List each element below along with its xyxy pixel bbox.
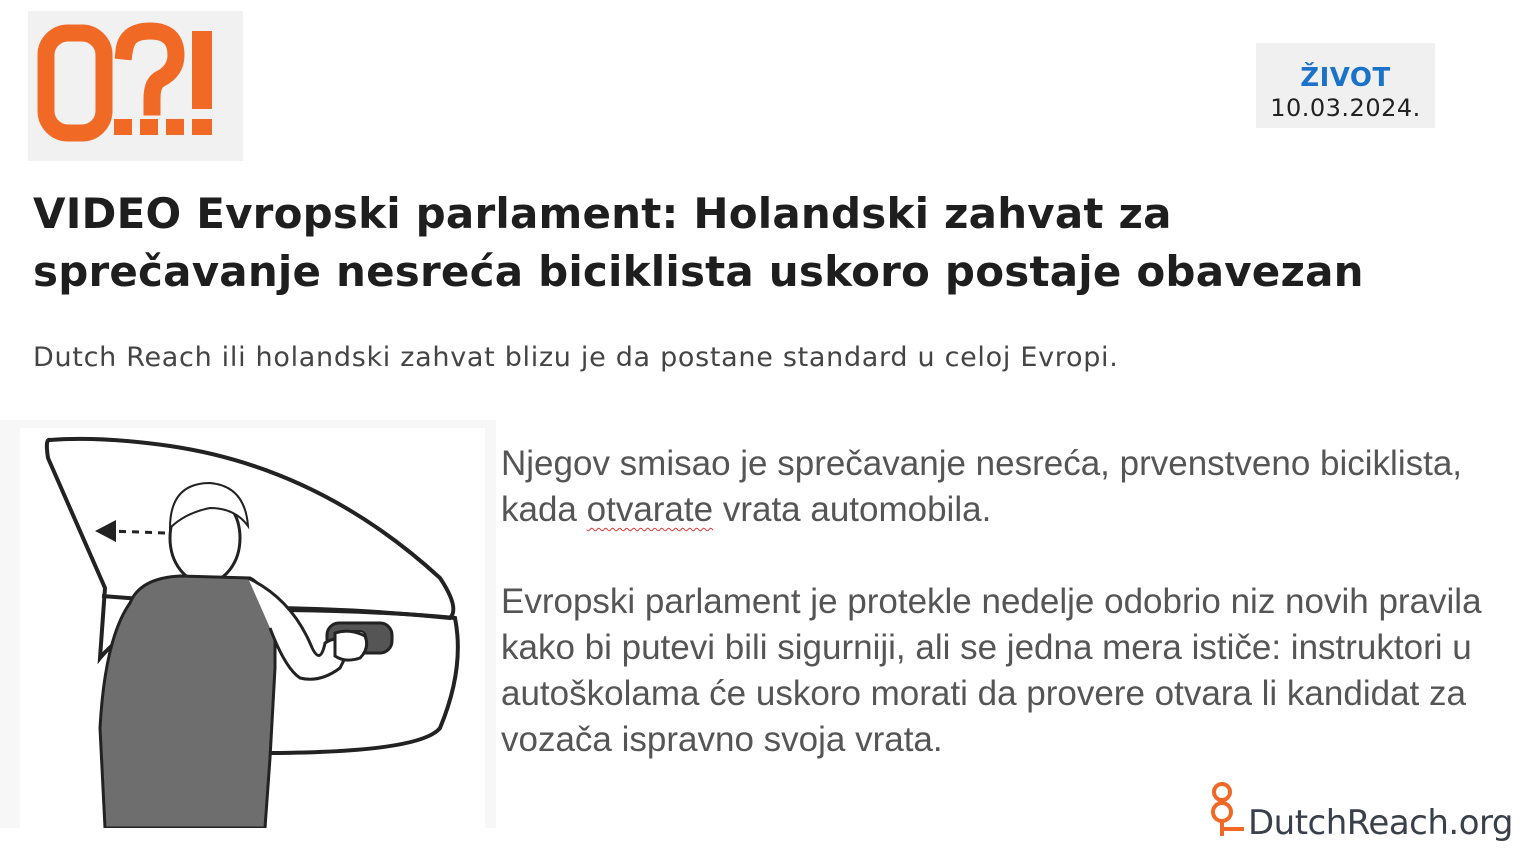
dutchreach-logo[interactable]: [1206, 780, 1513, 850]
paragraph-2: Evropski parlament je protekle nedelje odobrio niz novih pravila kako bi putevi bili sigurniji, ali se jedna mera ističe: instruktori u autoškolama će uskoro morati da provere otvara li kandidat za vozača ispravno svoja vrata.: [501, 582, 1482, 759]
o2-logo-icon: [28, 11, 243, 161]
article-meta: [1256, 43, 1435, 128]
category-link[interactable]: ŽIVOT: [1300, 63, 1391, 93]
article-body: [501, 441, 1501, 763]
site-logo[interactable]: [28, 11, 243, 161]
paragraph-1: [501, 441, 1501, 533]
article-subtitle: Dutch Reach ili holandski zahvat blizu je da postane standard u celoj Evropi.: [33, 342, 1119, 373]
article-image: [0, 420, 496, 828]
article-headline: VIDEO Evropski parlament: Holandski zahvat za sprečavanje nesreća biciklista uskoro postaje obavezan: [33, 189, 1364, 296]
dutch-reach-illustration-icon: [20, 428, 485, 828]
spellcheck-word: otvarate: [586, 490, 714, 529]
paragraph-1-start: Njegov smisao je sprečavanje nesreća, prvenstveno biciklista, kada: [501, 444, 1463, 529]
paragraph-1-end: vrata automobila.: [713, 490, 992, 529]
brand-text: DutchReach.org: [1248, 803, 1513, 843]
publish-date: 10.03.2024.: [1270, 94, 1421, 122]
